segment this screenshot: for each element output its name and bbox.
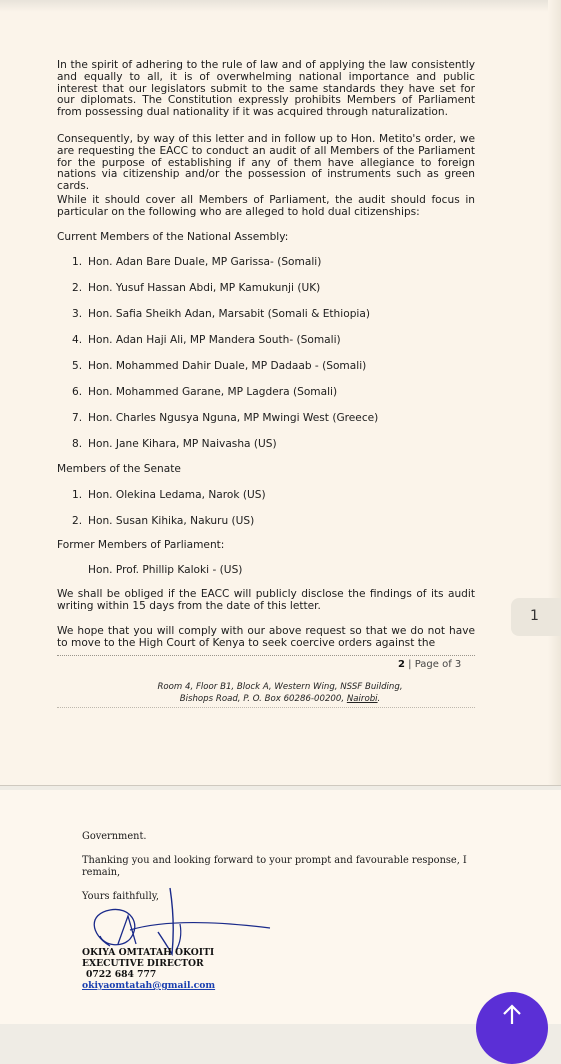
list-number: 7. [72,412,83,424]
list-text: Hon. Adan Bare Duale, MP Garissa- (Somali) [88,256,322,268]
list-item [72,489,266,501]
page-number: 2 | Page of 3 [398,659,462,670]
signer-title: EXECUTIVE DIRECTOR [82,958,204,969]
signer-phone: 0722 684 777 [86,969,157,980]
former-member-item: Hon. Prof. Phillip Kaloki - (US) [88,564,243,576]
list-number: 2. [72,282,83,294]
list-text: Hon. Adan Haji Ali, MP Mandera South- (Somali) [88,334,341,346]
list-number: 3. [72,308,83,320]
list-item [72,412,378,424]
page-number-value: 2 [398,659,405,670]
footer-divider [57,655,475,656]
address-line-1: Room 4, Floor B1, Block A, Western Wing, NSSF Building, [157,682,403,692]
page-break [0,785,561,786]
list-number: 1. [72,489,83,501]
scroll-top-button[interactable] [476,992,548,1064]
list-item [72,282,320,294]
former-members-heading: Former Members of Parliament: [57,539,225,551]
national-assembly-heading: Current Members of the National Assembly: [57,231,289,243]
list-item [72,256,321,268]
address-street: Bishops Road, P. O. Box 60286-00200, [179,694,347,704]
senate-heading: Members of the Senate [57,463,181,475]
paragraph-comply: We hope that you will comply with our above request so that we do not have to move to the High Court of Kenya to seek coercive orders against the [57,625,475,649]
signer-email-link[interactable]: okiyaomtatah@gmail.com [82,980,216,991]
list-item [72,308,370,320]
address-city: Nairobi [346,694,378,704]
page-top-shadow [0,0,561,12]
list-number: 2. [72,515,83,527]
thanks-line-2: remain, [82,867,121,879]
yours-faithfully: Yours faithfully, [82,891,160,902]
list-item [72,360,366,372]
list-number: 5. [72,360,83,372]
page-right-edge [548,0,561,785]
page-of-label: Page of 3 [414,659,462,670]
paragraph-rule-of-law: In the spirit of adhering to the rule of law and of applying the law consistently and equally to all, it is of overwhelming national importance and public interest that our legislators submit to the same standards they have set for our diplomats. The Constitution expressly prohibits Members of Parliament from possessing dual nationality if it was acquired through naturalization. [57,59,475,119]
address-divider [57,707,475,708]
list-text: Hon. Charles Ngusya Nguna, MP Mwingi West (Greece) [88,412,379,424]
list-text: Hon. Susan Kihika, Nakuru (US) [88,515,255,527]
list-text: Hon. Mohammed Dahir Duale, MP Dadaab - (Somali) [88,360,367,372]
address-line-2 [130,693,430,705]
list-text: Hon. Jane Kihara, MP Naivasha (US) [88,438,277,450]
list-text: Hon. Mohammed Garane, MP Lagdera (Somali) [88,386,338,398]
paragraph-dual-citizens: While it should cover all Members of Parliament, the audit should focus in particular on the following who are alleged to hold dual citizenships: [57,194,475,218]
list-text: Hon. Yusuf Hassan Abdi, MP Kamukunji (UK) [88,282,321,294]
arrow-up-icon [500,1004,524,1024]
continuation-text: Government. [82,831,147,842]
list-text: Hon. Safia Sheikh Adan, Marsabit (Somali & Ethiopia) [88,308,370,320]
list-item [72,515,254,527]
paragraph-audit-request: Consequently, by way of this letter and in follow up to Hon. Metito's order, we are requesting the EACC to conduct an audit of all Members of the Parliament for the purpose of establishing if any of them have allegiance to foreign nations via citizenship and/or the possession of instruments such as green cards. [57,133,475,193]
list-number: 1. [72,256,83,268]
thanks-line-1: Thanking you and looking forward to your prompt and favourable response, I [82,855,467,866]
page-indicator: 1 [530,608,539,624]
signer-name: OKIYA OMTATAH OKOITI [82,947,215,958]
address-end: . [377,694,381,704]
paragraph-disclosure: We shall be obliged if the EACC will publicly disclose the findings of its audit writing within 15 days from the date of this letter. [57,588,475,612]
list-text: Hon. Olekina Ledama, Narok (US) [88,489,266,501]
list-number: 6. [72,386,83,398]
list-number: 8. [72,438,83,450]
thanks-paragraph [82,855,502,880]
list-item [72,386,337,398]
list-item [72,438,277,450]
list-item [72,334,341,346]
list-number: 4. [72,334,83,346]
